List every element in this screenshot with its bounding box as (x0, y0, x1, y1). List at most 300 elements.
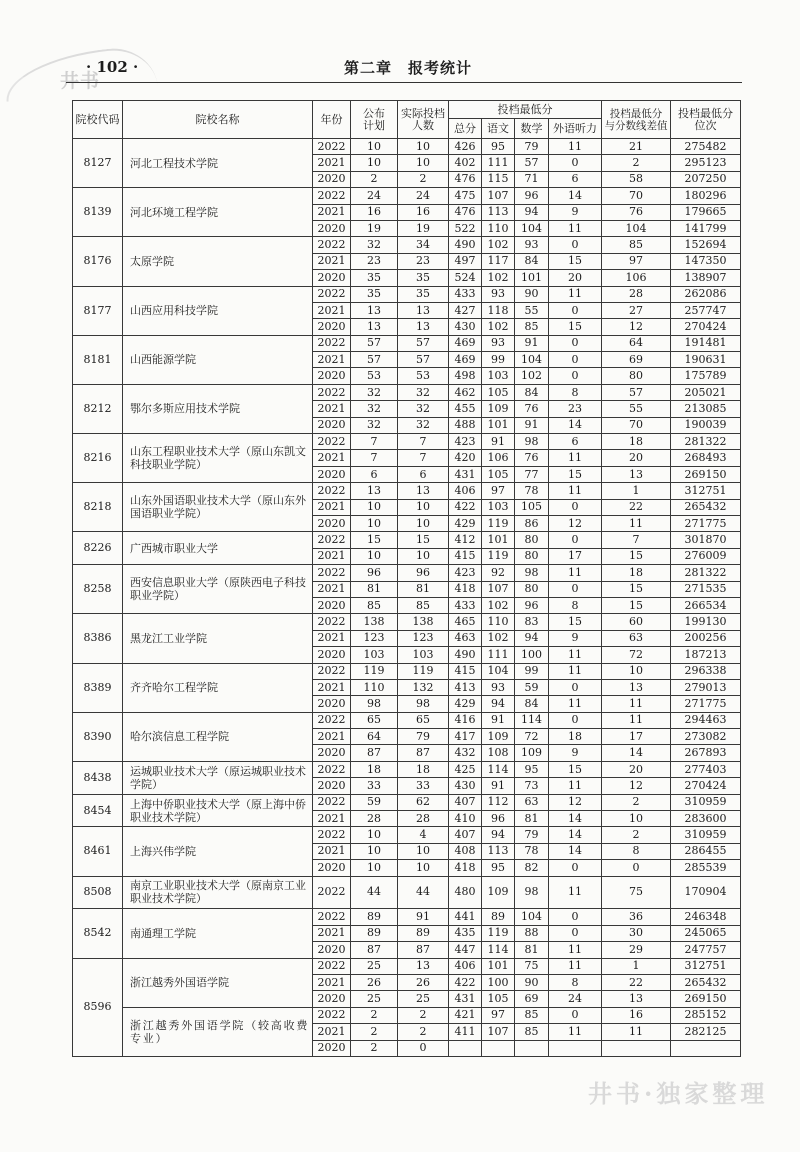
diff-cell: 72 (602, 647, 671, 663)
actual-cell: 32 (398, 417, 449, 433)
math-score-cell: 85 (515, 1007, 549, 1023)
school-name-cell: 齐齐哈尔工程学院 (123, 663, 313, 712)
year-cell: 2021 (313, 925, 351, 941)
plan-cell: 13 (351, 302, 398, 318)
chinese-score-cell: 111 (482, 647, 515, 663)
rank-cell: 213085 (671, 401, 741, 417)
math-score-cell: 84 (515, 696, 549, 712)
rank-cell: 310959 (671, 827, 741, 843)
school-code-cell: 8389 (73, 663, 123, 712)
table-row (73, 188, 741, 204)
chinese-score-cell: 102 (482, 319, 515, 335)
total-score-cell: 462 (449, 384, 482, 400)
school-code-cell: 8438 (73, 761, 123, 794)
actual-cell: 18 (398, 761, 449, 777)
listening-score-cell: 0 (549, 368, 602, 384)
table-row (73, 483, 741, 499)
year-cell: 2020 (313, 647, 351, 663)
year-cell: 2020 (313, 171, 351, 187)
plan-cell: 23 (351, 253, 398, 269)
rank-cell: 285152 (671, 1007, 741, 1023)
actual-cell: 24 (398, 188, 449, 204)
actual-cell: 33 (398, 778, 449, 794)
listening-score-cell: 14 (549, 188, 602, 204)
plan-cell: 26 (351, 974, 398, 990)
rank-cell: 271775 (671, 515, 741, 531)
listening-score-cell: 11 (549, 876, 602, 909)
chinese-score-cell: 119 (482, 925, 515, 941)
chinese-score-cell: 92 (482, 565, 515, 581)
chinese-score-cell: 101 (482, 958, 515, 974)
listening-score-cell: 11 (549, 220, 602, 236)
actual-cell: 123 (398, 630, 449, 646)
diff-cell: 11 (602, 712, 671, 728)
header-plan-line-1: 公布 (363, 106, 385, 120)
chinese-score-cell: 89 (482, 909, 515, 925)
math-score-cell: 69 (515, 991, 549, 1007)
math-score-cell: 98 (515, 876, 549, 909)
total-score-cell: 430 (449, 778, 482, 794)
rank-cell: 268493 (671, 450, 741, 466)
chinese-score-cell: 102 (482, 597, 515, 613)
diff-cell: 57 (602, 384, 671, 400)
total-score-cell: 469 (449, 352, 482, 368)
plan-cell: 2 (351, 1040, 398, 1056)
listening-score-cell: 0 (549, 925, 602, 941)
plan-cell: 10 (351, 139, 398, 155)
math-score-cell: 76 (515, 401, 549, 417)
listening-score-cell: 11 (549, 942, 602, 958)
math-score-cell: 55 (515, 302, 549, 318)
rank-cell: 294463 (671, 712, 741, 728)
chinese-score-cell: 95 (482, 139, 515, 155)
plan-cell: 28 (351, 811, 398, 827)
rank-cell: 138907 (671, 270, 741, 286)
listening-score-cell: 0 (549, 860, 602, 876)
actual-cell: 35 (398, 270, 449, 286)
year-cell: 2021 (313, 204, 351, 220)
year-cell: 2021 (313, 302, 351, 318)
math-score-cell: 83 (515, 614, 549, 630)
school-name-cell: 南通理工学院 (123, 909, 313, 958)
actual-cell: 2 (398, 1007, 449, 1023)
rank-cell: 207250 (671, 171, 741, 187)
year-cell: 2020 (313, 778, 351, 794)
brand-logo: 井书 (60, 70, 101, 92)
header-chinese: 语文 (482, 119, 515, 139)
school-name-cell: 哈尔滨信息工程学院 (123, 712, 313, 761)
plan-cell: 57 (351, 352, 398, 368)
school-name-cell: 太原学院 (123, 237, 313, 286)
total-score-cell: 406 (449, 958, 482, 974)
rank-cell: 191481 (671, 335, 741, 351)
actual-cell: 96 (398, 565, 449, 581)
year-cell: 2022 (313, 565, 351, 581)
listening-score-cell: 12 (549, 515, 602, 531)
listening-score-cell: 11 (549, 565, 602, 581)
math-score-cell: 73 (515, 778, 549, 794)
school-code-cell: 8176 (73, 237, 123, 286)
chinese-score-cell: 100 (482, 974, 515, 990)
rank-cell: 310959 (671, 794, 741, 810)
admission-statistics-table (72, 100, 741, 1057)
school-name-cell: 浙江越秀外国语学院（较高收费专业） (123, 1007, 313, 1056)
school-code-cell: 8177 (73, 286, 123, 335)
year-cell: 2022 (313, 286, 351, 302)
diff-cell: 20 (602, 761, 671, 777)
listening-score-cell: 0 (549, 335, 602, 351)
plan-cell: 10 (351, 499, 398, 515)
rank-cell: 301870 (671, 532, 741, 548)
math-score-cell: 114 (515, 712, 549, 728)
rank-cell: 152694 (671, 237, 741, 253)
chinese-score-cell: 118 (482, 302, 515, 318)
plan-cell: 119 (351, 663, 398, 679)
rank-cell: 285539 (671, 860, 741, 876)
header-divider (66, 82, 742, 83)
chinese-score-cell: 105 (482, 384, 515, 400)
math-score-cell: 95 (515, 761, 549, 777)
actual-cell: 13 (398, 483, 449, 499)
listening-score-cell: 11 (549, 663, 602, 679)
table-row (73, 139, 741, 155)
total-score-cell: 480 (449, 876, 482, 909)
rank-cell: 266534 (671, 597, 741, 613)
school-code-cell: 8226 (73, 532, 123, 565)
plan-cell: 2 (351, 1024, 398, 1040)
math-score-cell: 94 (515, 204, 549, 220)
math-score-cell: 98 (515, 434, 549, 450)
school-code-cell: 8212 (73, 384, 123, 433)
rank-cell: 277403 (671, 761, 741, 777)
chinese-score-cell: 101 (482, 417, 515, 433)
total-score-cell: 488 (449, 417, 482, 433)
year-cell: 2021 (313, 253, 351, 269)
listening-score-cell: 0 (549, 712, 602, 728)
listening-score-cell: 11 (549, 139, 602, 155)
total-score-cell: 447 (449, 942, 482, 958)
actual-cell: 119 (398, 663, 449, 679)
listening-score-cell: 0 (549, 237, 602, 253)
year-cell: 2021 (313, 729, 351, 745)
actual-cell: 26 (398, 974, 449, 990)
year-cell: 2020 (313, 745, 351, 761)
diff-cell: 7 (602, 532, 671, 548)
listening-score-cell: 11 (549, 958, 602, 974)
year-cell: 2020 (313, 1040, 351, 1056)
total-score-cell: 426 (449, 139, 482, 155)
page-number: · 102 · (86, 58, 139, 76)
actual-cell: 10 (398, 515, 449, 531)
total-score-cell: 433 (449, 286, 482, 302)
school-name-cell: 山西能源学院 (123, 335, 313, 384)
header-name: 院校名称 (123, 101, 313, 139)
school-name-cell: 山西应用科技学院 (123, 286, 313, 335)
header-row-1 (73, 101, 741, 119)
diff-cell: 2 (602, 827, 671, 843)
plan-cell: 33 (351, 778, 398, 794)
math-score-cell: 71 (515, 171, 549, 187)
diff-cell: 10 (602, 663, 671, 679)
actual-cell: 103 (398, 647, 449, 663)
diff-cell: 18 (602, 434, 671, 450)
diff-cell: 28 (602, 286, 671, 302)
listening-score-cell: 0 (549, 581, 602, 597)
listening-score-cell: 11 (549, 450, 602, 466)
actual-cell: 62 (398, 794, 449, 810)
total-score-cell: 524 (449, 270, 482, 286)
diff-cell: 80 (602, 368, 671, 384)
plan-cell: 7 (351, 434, 398, 450)
total-score-cell: 415 (449, 548, 482, 564)
actual-cell: 98 (398, 696, 449, 712)
actual-cell: 35 (398, 286, 449, 302)
table-row (73, 335, 741, 351)
header-actual-line-2: 人数 (412, 118, 434, 132)
rank-cell: 187213 (671, 647, 741, 663)
year-cell: 2022 (313, 761, 351, 777)
total-score-cell: 412 (449, 532, 482, 548)
plan-cell: 32 (351, 417, 398, 433)
total-score-cell: 490 (449, 237, 482, 253)
chinese-score-cell: 93 (482, 679, 515, 695)
table-row (73, 434, 741, 450)
plan-cell: 123 (351, 630, 398, 646)
total-score-cell: 476 (449, 171, 482, 187)
header-rank-line-1: 投档最低分 (678, 106, 733, 120)
year-cell: 2022 (313, 434, 351, 450)
total-score-cell: 402 (449, 155, 482, 171)
table-row (73, 565, 741, 581)
math-score-cell: 101 (515, 270, 549, 286)
total-score-cell: 420 (449, 450, 482, 466)
rank-cell: 281322 (671, 565, 741, 581)
actual-cell: 10 (398, 155, 449, 171)
actual-cell: 13 (398, 302, 449, 318)
plan-cell: 110 (351, 679, 398, 695)
listening-score-cell: 23 (549, 401, 602, 417)
school-name-cell: 运城职业技术大学（原运城职业技术学院） (123, 761, 313, 794)
school-name-cell: 山东工程职业技术大学（原山东凯文科技职业学院） (123, 434, 313, 483)
school-code-cell: 8139 (73, 188, 123, 237)
listening-score-cell: 6 (549, 171, 602, 187)
chinese-score-cell: 107 (482, 1024, 515, 1040)
diff-cell: 85 (602, 237, 671, 253)
chinese-score-cell: 117 (482, 253, 515, 269)
actual-cell: 4 (398, 827, 449, 843)
listening-score-cell: 15 (549, 614, 602, 630)
year-cell: 2020 (313, 466, 351, 482)
school-code-cell: 8386 (73, 614, 123, 663)
total-score-cell: 406 (449, 483, 482, 499)
math-score-cell: 81 (515, 811, 549, 827)
math-score-cell: 102 (515, 368, 549, 384)
actual-cell: 2 (398, 1024, 449, 1040)
listening-score-cell: 0 (549, 532, 602, 548)
plan-cell: 25 (351, 991, 398, 1007)
math-score-cell: 80 (515, 548, 549, 564)
plan-cell: 10 (351, 155, 398, 171)
actual-cell: 10 (398, 139, 449, 155)
table-row (73, 614, 741, 630)
chinese-score-cell: 109 (482, 401, 515, 417)
chinese-score-cell: 94 (482, 827, 515, 843)
diff-cell: 10 (602, 811, 671, 827)
listening-score-cell: 15 (549, 466, 602, 482)
actual-cell: 53 (398, 368, 449, 384)
chinese-score-cell: 93 (482, 286, 515, 302)
chinese-score-cell: 110 (482, 220, 515, 236)
listening-score-cell: 9 (549, 204, 602, 220)
actual-cell: 10 (398, 843, 449, 859)
year-cell: 2020 (313, 597, 351, 613)
plan-cell: 24 (351, 188, 398, 204)
plan-cell: 32 (351, 237, 398, 253)
math-score-cell: 72 (515, 729, 549, 745)
chinese-score-cell: 107 (482, 581, 515, 597)
listening-score-cell: 14 (549, 811, 602, 827)
year-cell: 2022 (313, 827, 351, 843)
rank-cell: 147350 (671, 253, 741, 269)
diff-cell: 36 (602, 909, 671, 925)
chinese-score-cell: 108 (482, 745, 515, 761)
actual-cell: 10 (398, 499, 449, 515)
rank-cell: 279013 (671, 679, 741, 695)
plan-cell: 10 (351, 860, 398, 876)
listening-score-cell: 11 (549, 696, 602, 712)
total-score-cell: 429 (449, 696, 482, 712)
total-score-cell: 418 (449, 581, 482, 597)
total-score-cell: 431 (449, 466, 482, 482)
plan-cell: 57 (351, 335, 398, 351)
rank-cell: 270424 (671, 319, 741, 335)
diff-cell: 58 (602, 171, 671, 187)
listening-score-cell: 0 (549, 499, 602, 515)
listening-score-cell: 8 (549, 597, 602, 613)
table-row (73, 958, 741, 974)
year-cell: 2021 (313, 548, 351, 564)
math-score-cell: 88 (515, 925, 549, 941)
rank-cell: 175789 (671, 368, 741, 384)
school-name-cell: 黑龙江工业学院 (123, 614, 313, 663)
actual-cell: 138 (398, 614, 449, 630)
total-score-cell: 411 (449, 1024, 482, 1040)
plan-cell: 64 (351, 729, 398, 745)
diff-cell: 69 (602, 352, 671, 368)
plan-cell: 10 (351, 843, 398, 859)
school-code-cell: 8390 (73, 712, 123, 761)
chinese-score-cell: 113 (482, 204, 515, 220)
total-score-cell: 413 (449, 679, 482, 695)
math-score-cell: 96 (515, 188, 549, 204)
chinese-score-cell: 93 (482, 335, 515, 351)
school-name-cell: 上海兴伟学院 (123, 827, 313, 876)
plan-cell: 85 (351, 597, 398, 613)
plan-cell: 32 (351, 384, 398, 400)
diff-cell: 76 (602, 204, 671, 220)
listening-score-cell: 11 (549, 778, 602, 794)
actual-cell: 28 (398, 811, 449, 827)
year-cell: 2022 (313, 663, 351, 679)
chinese-score-cell: 109 (482, 876, 515, 909)
rank-cell: 271535 (671, 581, 741, 597)
header-diff-line-2: 与分数线差值 (604, 119, 668, 132)
total-score-cell: 417 (449, 729, 482, 745)
listening-score-cell: 6 (549, 434, 602, 450)
rank-cell: 281322 (671, 434, 741, 450)
diff-cell: 27 (602, 302, 671, 318)
diff-cell: 13 (602, 466, 671, 482)
plan-cell: 89 (351, 909, 398, 925)
actual-cell: 132 (398, 679, 449, 695)
listening-score-cell: 15 (549, 761, 602, 777)
plan-cell: 59 (351, 794, 398, 810)
table-row (73, 827, 741, 843)
footer-watermark: 井书·独家整理 (588, 1079, 769, 1108)
chinese-score-cell: 102 (482, 630, 515, 646)
math-score-cell: 85 (515, 1024, 549, 1040)
listening-score-cell: 11 (549, 483, 602, 499)
school-name-cell: 广西城市职业大学 (123, 532, 313, 565)
listening-score-cell: 8 (549, 384, 602, 400)
chinese-score-cell: 105 (482, 991, 515, 1007)
year-cell: 2021 (313, 155, 351, 171)
total-score-cell: 490 (449, 647, 482, 663)
rank-cell: 262086 (671, 286, 741, 302)
plan-cell: 87 (351, 745, 398, 761)
diff-cell: 18 (602, 565, 671, 581)
total-score-cell: 416 (449, 712, 482, 728)
rank-cell: 276009 (671, 548, 741, 564)
year-cell: 2021 (313, 630, 351, 646)
actual-cell: 89 (398, 925, 449, 941)
plan-cell: 2 (351, 1007, 398, 1023)
plan-cell: 16 (351, 204, 398, 220)
total-score-cell: 433 (449, 597, 482, 613)
header-rank (671, 101, 741, 139)
math-score-cell: 78 (515, 843, 549, 859)
actual-cell: 15 (398, 532, 449, 548)
diff-cell: 64 (602, 335, 671, 351)
plan-cell: 81 (351, 581, 398, 597)
rank-cell: 205021 (671, 384, 741, 400)
rank-cell: 283600 (671, 811, 741, 827)
plan-cell: 25 (351, 958, 398, 974)
header-plan-line-2: 计划 (363, 118, 385, 132)
table-row (73, 794, 741, 810)
math-score-cell: 90 (515, 286, 549, 302)
rank-cell (671, 1040, 741, 1056)
table-row (73, 712, 741, 728)
chinese-score-cell: 97 (482, 1007, 515, 1023)
plan-cell: 65 (351, 712, 398, 728)
school-code-cell: 8542 (73, 909, 123, 958)
diff-cell: 104 (602, 220, 671, 236)
school-name-cell: 西安信息职业大学（原陕西电子科技职业学院） (123, 565, 313, 614)
diff-cell: 29 (602, 942, 671, 958)
school-name-cell: 河北工程技术学院 (123, 139, 313, 188)
plan-cell: 10 (351, 515, 398, 531)
actual-cell: 32 (398, 401, 449, 417)
total-score-cell: 422 (449, 974, 482, 990)
school-code-cell: 8127 (73, 139, 123, 188)
header-diff (602, 101, 671, 139)
total-score-cell: 408 (449, 843, 482, 859)
actual-cell: 34 (398, 237, 449, 253)
listening-score-cell: 12 (549, 794, 602, 810)
actual-cell: 7 (398, 450, 449, 466)
rank-cell: 180296 (671, 188, 741, 204)
